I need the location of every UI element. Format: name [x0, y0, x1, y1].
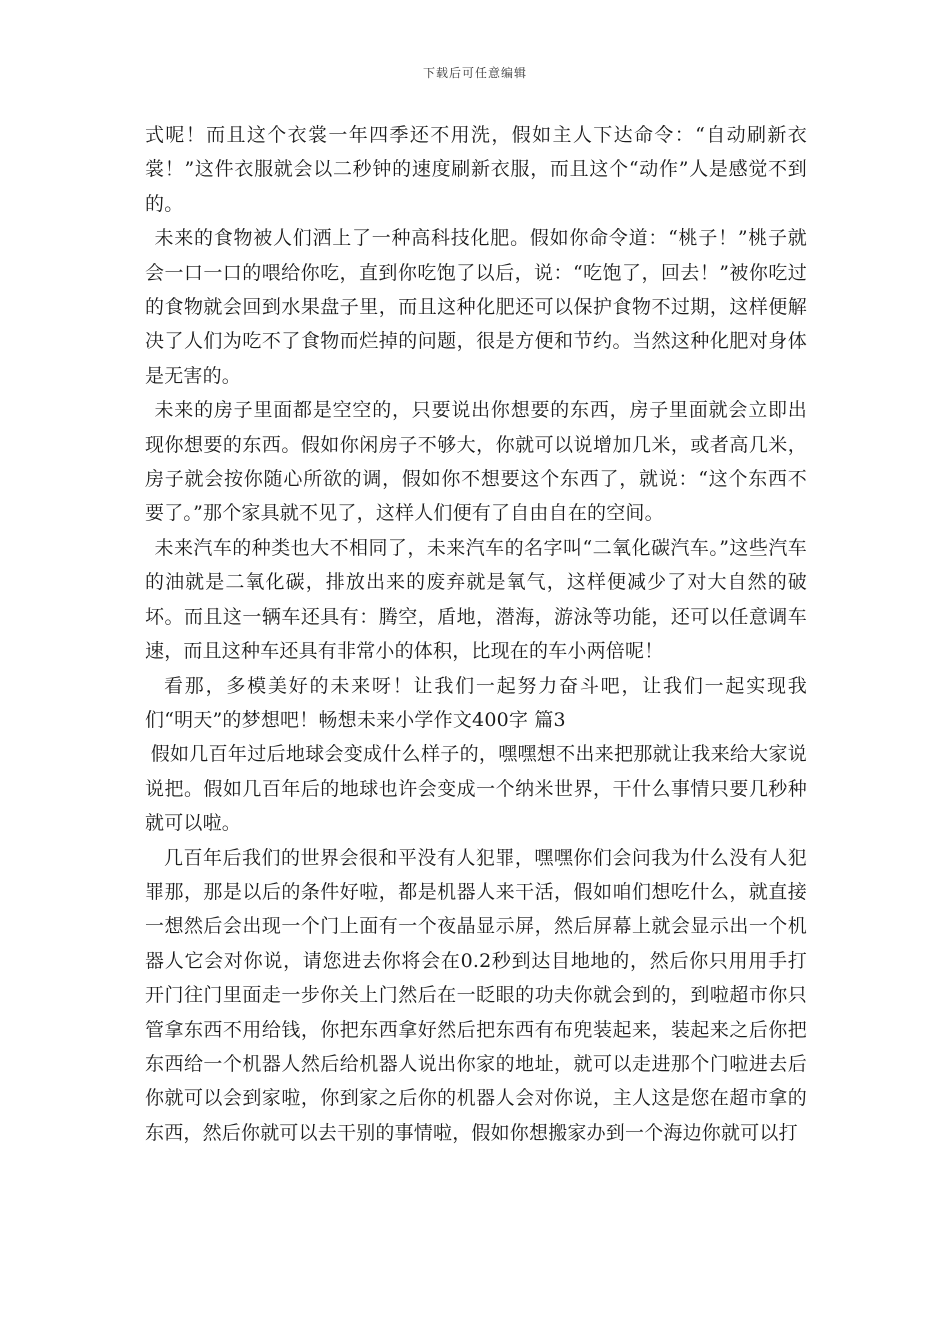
- paragraph-house: 未来的房子里面都是空空的，只要说出你想要的东西，房子里面就会立即出现你想要的东西。假如你闲房子不够大，你就可以说增加几米，或者高几米，房子就会按你随心所欲的调，假如你不想要这个东西了，就说：“这个东西不要了。”那个家具就不见了，这样人们便有了自由自在的空间。: [145, 399, 807, 525]
- paragraph-car: 未来汽车的种类也大不相同了，未来汽车的名字叫“二氧化碳汽车。”这些汽车的油就是二氧化碳，排放出来的废弃就是氧气，这样便减少了对大自然的破坏。而且这一辆车还具有：腾空，盾地，潜海，游泳等功能，还可以任意调车速，而且这种车还具有非常小的体积，比现在的车小两倍呢！: [145, 536, 807, 663]
- paragraph-food: 未来的食物被人们洒上了一种高科技化肥。假如你命令道：“桃子！”桃子就会一口一口的喂给你吃，直到你吃饱了以后，说：“吃饱了，回去！”被你吃过的食物就会回到水果盘子里，而且这种化肥还可以保护食物不过期，这样便解决了人们为吃不了食物而烂掉的问题，很是方便和节约。当然这种化肥对身体是无害的。: [145, 227, 807, 387]
- paragraph-clothes: 式呢！而且这个衣裳一年四季还不用洗，假如主人下达命令：“自动刷新衣裳！”这件衣服就会以二秒钟的速度刷新衣服，而且这个“动作”人是感觉不到的。: [145, 124, 807, 215]
- paragraph-earth-intro: 假如几百年过后地球会变成什么样子的，嘿嘿想不出来把那就让我来给大家说说把。假如几百年后的地球也许会变成一个纳米世界，干什么事情只要几秒种就可以啦。: [145, 743, 807, 835]
- paragraph-conclusion: 看那，多模美好的未来呀！让我们一起努力奋斗吧，让我们一起实现我们“明天”的梦想吧！畅想未来小学作文400字 篇3: [145, 674, 807, 731]
- article-body: [145, 118, 807, 1150]
- page-header: 下载后可任意编辑: [422, 66, 527, 80]
- paragraph-future-world: 几百年后我们的世界会很和平没有人犯罪，嘿嘿你们会问我为什么没有人犯罪那，那是以后的条件好啦，都是机器人来干活，假如咱们想吃什么，就直接一想然后会出现一个门上面有一个夜晶显示屏，然后屏幕上就会显示出一个机器人它会对你说，请您进去你将会在0.2秒到达目地地的，然后你只用用手打开门往门里面走一步你关上门然后在一眨眼的功夫你就会到的，到啦超市你只管拿东西不用给钱，你把东西拿好然后把东西有布兜装起来，装起来之后你把东西给一个机器人然后给机器人说出你家的地址，就可以走进那个门啦进去后你就可以会到家啦，你到家之后你的机器人会对你说，主人这是您在超市拿的东西，然后你就可以去干别的事情啦，假如你想搬家办到一个海边你就可以打: [145, 846, 807, 1144]
